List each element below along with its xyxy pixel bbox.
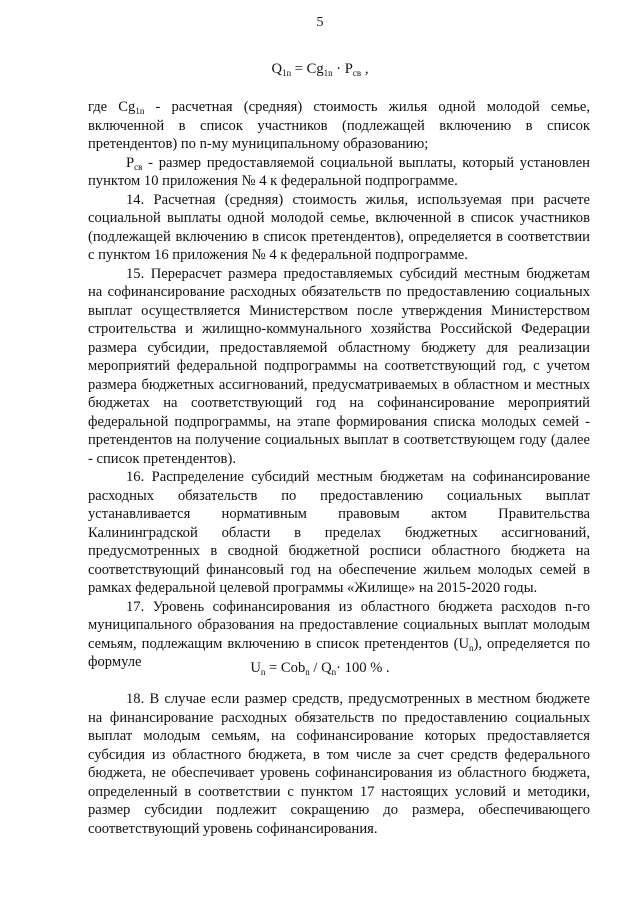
paragraph-18: 18. В случае если размер средств, предусмотренных в местном бюджете на финансирование расходных обязательств по предоставлению социальных выплат молодым семьям, на софинансирование которых предоставляется субсидия из областного бюджета, в том числе за счет средств федерального бюджета, не обеспечивает уровень софинансирования из областного бюджета, определенный в соответствии с пунктом 17 настоящих условий и методики, размер субсидии подлежит сокращению до размера, обеспечивающего соответствующий уровень софинансирования. <box>88 691 590 837</box>
formula-u-div: / Q <box>309 660 332 676</box>
definition-p <box>88 154 590 191</box>
definition-p-prefix: P <box>126 154 135 171</box>
formula-u-tail: · 100 % . <box>336 660 390 676</box>
definition-cg-sub: 1n <box>135 106 145 116</box>
paragraph-17-sub: n <box>469 642 474 653</box>
formula-u-mid-sub: n <box>305 667 310 677</box>
definition-p-sub: св <box>134 161 143 172</box>
formula-q-dot: · <box>332 61 345 77</box>
formula-u <box>0 659 640 678</box>
text-block-main <box>88 98 590 672</box>
definition-cg-prefix: где Cg <box>88 99 136 115</box>
formula-q: $Q_{1n} = Cg_{1n} \cdot P_{св}$ , <box>271 61 369 78</box>
definition-cg <box>88 98 590 154</box>
formula-q-tail: , <box>361 61 369 77</box>
formula-q-lhs-sub: 1n <box>282 68 292 78</box>
paragraph-16: 16. Распределение субсидий местным бюджетам на софинансирование расходных обязательств по предоставлению социальных выплат устанавливается нормативным правовым актом Правительства Калининградской области в пределах бюджетных ассигнований, предусмотренных в сводной бюджетной росписи областного бюджета на соответствующий финансовый год на обеспечение жильем молодых семей в рамках федеральной целевой программы «Жилище» на 2015-2020 годы. <box>88 469 590 596</box>
formula-q-rhs1: Cg <box>306 61 324 77</box>
formula-q-rhs2: P <box>344 61 353 77</box>
formula-q-rhs1-sub: 1n <box>323 68 333 78</box>
formula-u-mid: = Cob <box>265 660 306 676</box>
formula-q-rhs2-sub: св <box>352 68 362 78</box>
definition-p-text: - размер предоставляемой социальной выплаты, который установлен пунктом 10 приложения № 4 к федеральной подпрограмме. <box>88 154 590 189</box>
paragraph-15: 15. Перерасчет размера предоставляемых субсидий местным бюджетам на софинансирование расходных обязательств по предоставлению социальных выплат осуществляется Министерством после утверждения Министерством строительства и жилищно-коммунального хозяйства Российской Федерации размера субсидии, предоставляемой областному бюджету для реализации мероприятий федеральной подпрограммы на соответствующий год, с учетом размера бюджетных ассигнований, предусматриваемых в областном и местных бюджетах на соответствующий год на софинансирование мероприятий федеральной подпрограммы, на этапе формирования списка молодых семей - претендентов на получение социальных выплат в соответствующем году (далее - список претендентов). <box>88 265 590 467</box>
paragraph-17-text: 17. Уровень софинансирования из областного бюджета расходов n-го муниципального образования на предоставление социальных выплат молодым семьям, подлежащим включению в список претендентов (U <box>88 598 590 652</box>
paragraph-14: 14. Расчетная (средняя) стоимость жилья, используемая при расчете социальной выплаты одной молодой семье, включенной в список участников (подлежащей включению в список претендентов), определяется в соответствии с пунктом 16 приложения № 4 к федеральной подпрограмме. <box>88 191 590 263</box>
formula-u-lhs-sub: n <box>260 667 266 677</box>
paragraph-17-tail: ), определяется по формуле <box>88 635 590 670</box>
text-block-18 <box>88 690 590 838</box>
definition-cg-text: - расчетная (средняя) стоимость жилья одной молодой семье, включенной в список участников (подлежащей включению в список претендентов) по n-му муниципальному образованию; <box>88 99 591 152</box>
page-number: 5 <box>316 15 324 30</box>
formula-u-div-sub: n <box>331 667 337 677</box>
formula-q-lhs: Q <box>271 61 283 77</box>
formula-u-lhs: U <box>250 660 261 676</box>
